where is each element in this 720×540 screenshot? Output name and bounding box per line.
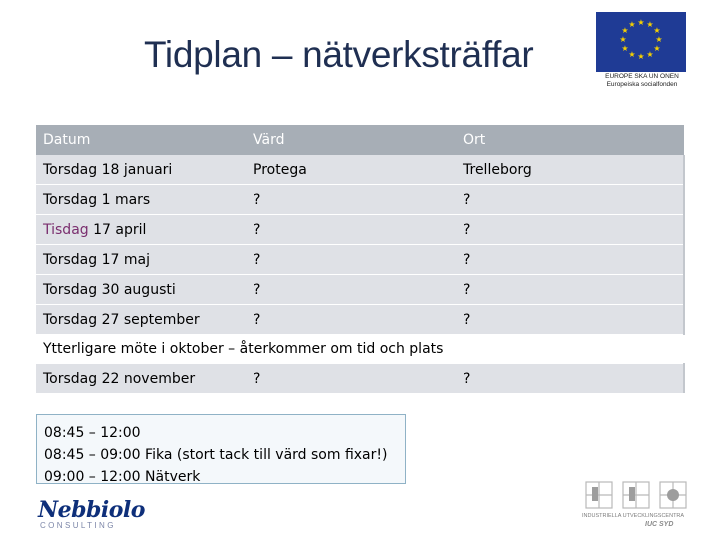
row-date: Torsdag 18 januari (36, 155, 246, 185)
header-datum: Datum (36, 125, 246, 156)
table-note: Ytterligare möte i oktober – återkommer om tid och plats (36, 335, 684, 364)
header-vard: Värd (246, 125, 456, 156)
header-ort: Ort (456, 125, 684, 156)
eu-flag-icon (596, 12, 686, 72)
schedule-time-box (36, 414, 406, 484)
row-place: ? (456, 215, 684, 245)
row-place: ? (456, 305, 684, 335)
iuc-logo-caption: INDUSTRIELLA UTVECKLINGSCENTRA (582, 513, 685, 519)
row-host: ? (246, 305, 456, 335)
time-line-total: 08:45 – 12:00 (44, 425, 141, 441)
eu-caption-line1: EUROPE SKA UN ONEN (605, 73, 679, 80)
row-date: Torsdag 1 mars (36, 185, 246, 215)
eu-stars-icon (596, 12, 686, 72)
schedule-table (36, 124, 685, 393)
svg-text:★: ★ (653, 44, 661, 53)
svg-text:★: ★ (621, 44, 629, 53)
slide-title: Tidplan – nätverksträffar (144, 34, 534, 75)
row-host: ? (246, 364, 456, 394)
svg-text:★: ★ (621, 26, 629, 35)
eu-logo-caption (594, 73, 690, 89)
svg-text:★: ★ (628, 50, 636, 59)
nebbiolo-logo: Nebbiolo (38, 497, 145, 523)
time-line-fika: 08:45 – 09:00 Fika (stort tack till värd som fixar!) (44, 447, 388, 463)
row-host: ? (246, 185, 456, 215)
row-place: Trelleborg (456, 155, 684, 185)
nebbiolo-logo-subtitle: CONSULTING (40, 521, 116, 530)
table-row (36, 155, 684, 185)
row-host: ? (246, 275, 456, 305)
iuc-logo-mark-icon (580, 478, 692, 514)
eu-caption-line2: Europeiska socialfonden (606, 81, 678, 88)
row-place: ? (456, 245, 684, 275)
row-date: Torsdag 17 maj (36, 245, 246, 275)
iuc-logo-icon (580, 478, 692, 530)
row-host: ? (246, 215, 456, 245)
row-date-weekday-highlight: Tisdag (43, 221, 89, 238)
table-header-row (36, 125, 684, 156)
row-host: Protega (246, 155, 456, 185)
time-line-network: 09:00 – 12:00 Nätverk (44, 469, 201, 485)
row-date-rest: 17 april (88, 221, 147, 238)
row-place: ? (456, 364, 684, 394)
table-row (36, 364, 684, 394)
svg-text:★: ★ (619, 35, 627, 44)
svg-text:★: ★ (655, 35, 663, 44)
table-row (36, 275, 684, 305)
row-place: ? (456, 185, 684, 215)
row-date: Torsdag 30 augusti (36, 275, 246, 305)
table-row (36, 245, 684, 275)
row-host: ? (246, 245, 456, 275)
svg-text:★: ★ (646, 20, 654, 29)
row-place: ? (456, 275, 684, 305)
svg-text:★: ★ (653, 26, 661, 35)
row-date: Torsdag 22 november (36, 364, 246, 394)
row-date: Torsdag 27 september (36, 305, 246, 335)
svg-text:★: ★ (637, 18, 645, 27)
svg-text:★: ★ (637, 52, 645, 61)
svg-text:★: ★ (646, 50, 654, 59)
table-row (36, 185, 684, 215)
svg-text:★: ★ (628, 20, 636, 29)
row-date (36, 215, 246, 245)
table-row (36, 305, 684, 335)
table-row (36, 215, 684, 245)
table-note-row (36, 335, 684, 364)
iuc-logo-tag: IUC SYD (645, 521, 674, 528)
